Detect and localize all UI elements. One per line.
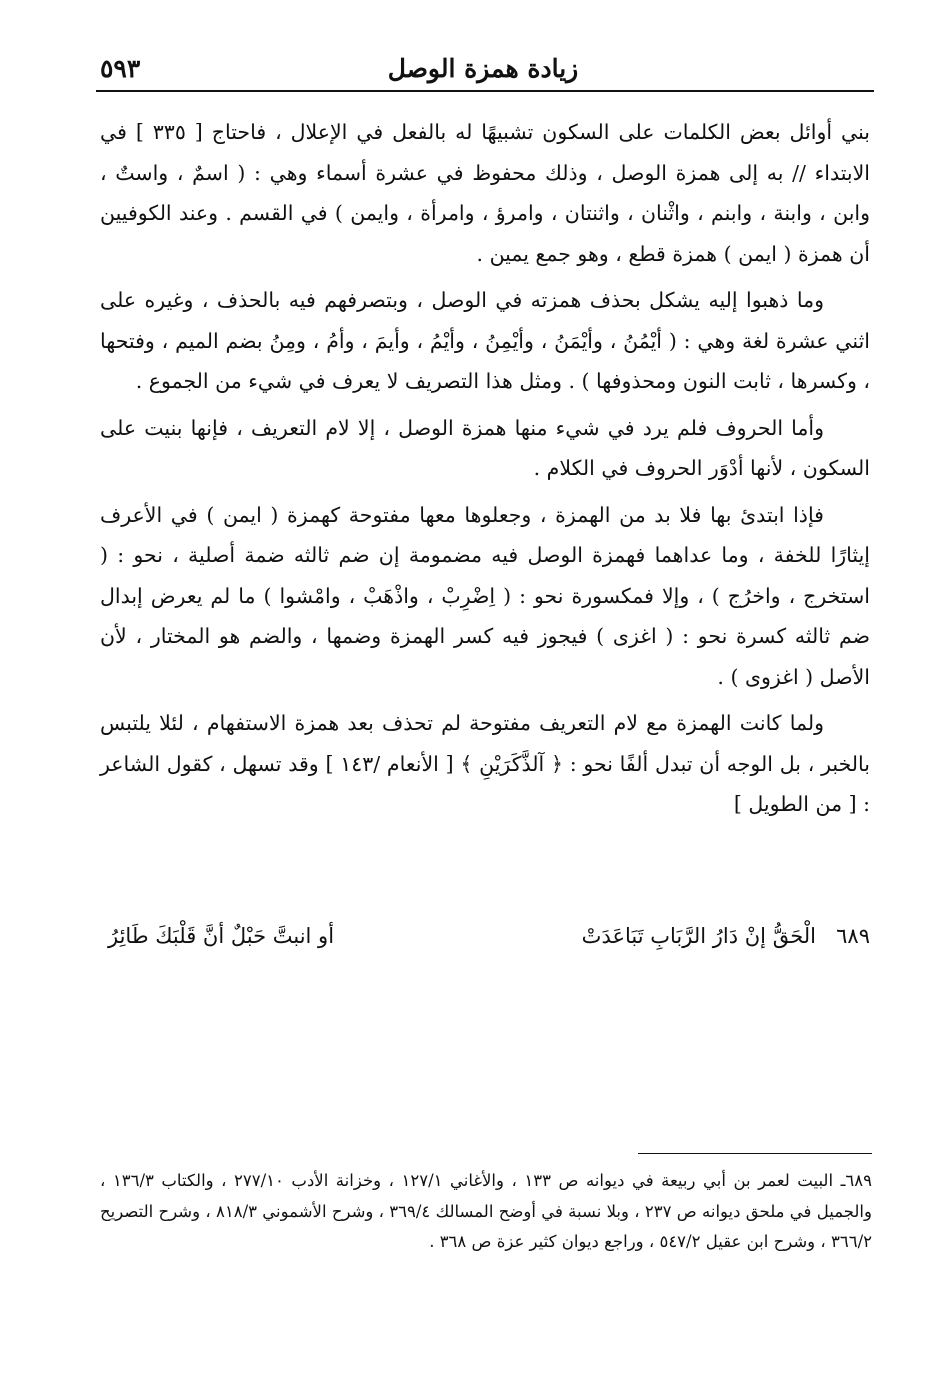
header-rule bbox=[96, 90, 874, 92]
body-text bbox=[100, 112, 870, 831]
footnote-text: ٦٨٩ـ البيت لعمر بن أبي ربيعة في ديوانه ص ١٣٣ ، والأغاني ١٢٧/١ ، وخزانة الأدب ٢٧٧/١٠ ، والكتاب ١٣٦/٣ ، والجميل في ملحق ديوانه ص ٢٣٧ ، وبلا نسبة في أوضح المسالك ٣٦٩/٤ ، وشرح الأشموني ٨١٨/٣ ، وشرح التصريح ٣٦٦/٢ ، وشرح ابن عقيل ٥٤٧/٢ ، وراجع ديوان كثير عزة ص ٣٦٨ . bbox=[100, 1171, 872, 1251]
poetry-verse bbox=[100, 914, 870, 958]
running-title: زيادة همزة الوصل bbox=[387, 54, 579, 83]
paragraph: وأما الحروف فلم يرد في شيء منها همزة الوصل ، إلا لام التعريف ، فإنها بنيت على السكون ، لأنها أدْوَر الحروف في الكلام . bbox=[100, 415, 870, 480]
page-number: ٥٩٣ bbox=[100, 54, 141, 83]
footnote-rule bbox=[638, 1153, 872, 1154]
verse-number: ٦٨٩ bbox=[836, 924, 870, 948]
footnote bbox=[100, 1166, 872, 1258]
paragraph: ولما كانت الهمزة مع لام التعريف مفتوحة لم تحذف بعد همزة الاستفهام ، لئلا يلتبس بالخبر ، بل الوجه أن تبدل ألفًا نحو : ﴿ آلذَّكَرَيْنِ ﴾ [ الأنعام /١٤٣ ] وقد تسهل ، كقول الشاعر : [ من الطويل ] bbox=[100, 711, 870, 816]
verse-first-hemistich: الْحَقُّ إنْ دَارُ الرَّبَابِ تَبَاعَدَتْ bbox=[581, 924, 816, 948]
verse-second-hemistich: أو انبتَّ حَبْلٌ أنَّ قَلْبَكَ طَائِرُ bbox=[108, 924, 335, 948]
paragraph: فإذا ابتدئ بها فلا بد من الهمزة ، وجعلوها معها مفتوحة كهمزة ( ايمن ) في الأعرف إيثارًا للخفة ، وما عداهما فهمزة الوصل فيه مضمومة إن ضم ثالثه ضمة أصلية ، نحو : ( استخرج ، واخرُج ) ، وإلا فمكسورة نحو : ( اِضْرِبْ ، واذْهَبْ ، وامْشوا ) ما لم يعرض إبدال ضم ثالثه كسرة نحو : ( اغزى ) فيجوز فيه كسر الهمزة وضمها ، والضم هو المختار ، لأن الأصل ( اغزوى ) . bbox=[100, 502, 870, 689]
running-header bbox=[96, 52, 870, 92]
paragraph: وما ذهبوا إليه يشكل بحذف همزته في الوصل ، وبتصرفهم فيه بالحذف ، وغيره على اثني عشرة لغة وهي : ( أيْمُنُ ، وأيْمَنُ ، وأيْمِنُ ، وأيْمُ ، وأيمَ ، وأمُ ، ومِنُ بضم الميم ، وفتحها ، وكسرها ، ثابت النون ومحذوفها ) . ومثل هذا التصريف لا يعرف في شيء من الجموع . bbox=[100, 288, 870, 393]
paragraph: بني أوائل بعض الكلمات على السكون تشبيهًا له بالفعل في الإعلال ، فاحتاج [ ٣٣٥ ] في الابتداء // به إلى همزة الوصل ، وذلك محفوظ في عشرة أسماء وهي : ( اسمٌ ، واستٌ ، وابن ، وابنة ، وابنم ، واثْنان ، واثنتان ، وامرؤ ، وامرأة ، وايمن ) في القسم . وعند الكوفيين أن همزة ( ايمن ) همزة قطع ، وهو جمع يمين . bbox=[100, 120, 870, 266]
